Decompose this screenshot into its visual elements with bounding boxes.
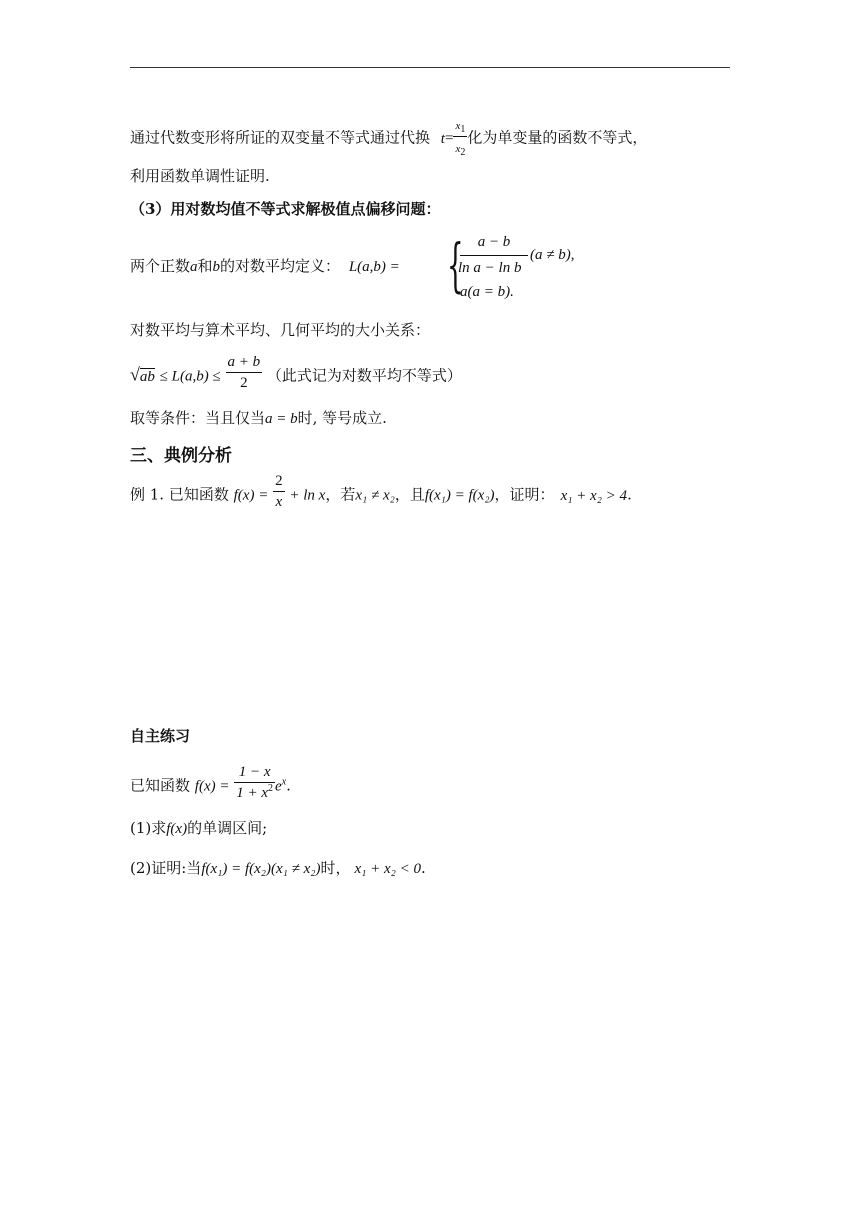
ex1-f: f(x) = — [233, 487, 269, 504]
inequality-note: （此式记为对数平均不等式） — [266, 366, 462, 385]
t-variable: t — [440, 130, 445, 147]
ex1-fraction — [273, 471, 285, 512]
ex1-if: ，若 — [325, 485, 356, 504]
q1-text-a: (1)求 — [130, 819, 167, 837]
def-text-a: 两个正数 — [130, 257, 191, 275]
t-denominator: x — [455, 143, 461, 155]
header-rule — [130, 67, 730, 68]
arith-mean-numerator: a + b — [226, 352, 263, 373]
q2-end: . — [420, 859, 426, 877]
cond-text-a: 取等条件：当且仅当 — [130, 409, 266, 427]
sqrt-symbol: √ — [130, 364, 140, 385]
q1-text-b: 的单调区间; — [187, 819, 268, 837]
def-text-b: 的对数平均定义： — [220, 257, 341, 275]
ex1-prove: ，证明： — [494, 485, 555, 504]
given-f: f(x) = — [194, 778, 230, 795]
cond-text-b: 时, 等号成立. — [297, 409, 387, 427]
cond-math: a = b — [265, 411, 298, 427]
ex1-end: . — [627, 485, 632, 504]
t-equals: = — [444, 130, 454, 147]
arith-mean-denominator: 2 — [240, 375, 248, 391]
t-fraction — [453, 116, 467, 159]
sqrt-radicand: ab — [139, 368, 155, 385]
t-numerator: x — [455, 120, 461, 132]
ex1-label: 例 1. 已知函数 — [130, 485, 229, 504]
def-and: 和 — [197, 257, 213, 275]
t-num-sub: 1 — [460, 124, 466, 135]
ex1-rest: + ln x — [289, 487, 326, 504]
q2-text-a: (2)证明:当 — [130, 859, 202, 877]
ex1-and: ，且 — [394, 485, 425, 504]
ex1-cond2: f(x₁) = f(x₂) — [424, 487, 495, 504]
equality-condition — [130, 408, 387, 429]
examples-heading: 三、典例分析 — [130, 446, 232, 466]
given-e-exp: x — [281, 776, 287, 788]
case-1-fraction-bar — [460, 255, 528, 256]
def-lhs: L(a,b) = — [348, 259, 400, 275]
relation-text: 对数平均与算术平均、几何平均的大小关系： — [130, 321, 431, 339]
given-text: 已知函数 — [130, 776, 191, 795]
case-1-denominator: ln a − ln b — [458, 260, 522, 276]
arith-mean-fraction — [226, 352, 263, 393]
given-fraction — [234, 762, 275, 803]
q2-goal: x₁ + x₂ < 0 — [354, 861, 421, 877]
given-end: . — [286, 776, 291, 795]
case-2: a(a = b). — [460, 284, 514, 300]
practice-q2 — [130, 858, 426, 879]
example-1 — [130, 473, 632, 512]
practice-heading: 自主练习 — [130, 727, 191, 745]
given-denominator: 1 + x — [236, 785, 269, 801]
q1-f: f(x) — [166, 821, 188, 837]
intro-text-a: 通过代数变形将所证的双变量不等式通过代换 — [130, 128, 431, 147]
t-den-sub: 2 — [460, 147, 466, 158]
intro-line-2: 利用函数单调性证明. — [130, 167, 270, 185]
intro-line-1 — [130, 118, 647, 159]
cases-brace: { — [447, 231, 464, 299]
practice-given — [130, 764, 291, 803]
section-3-heading: （3）用对数均值不等式求解极值点偏移问题： — [130, 200, 441, 218]
def-var-b: b — [212, 259, 221, 275]
given-numerator: 1 − x — [234, 762, 275, 783]
log-mean-inequality — [130, 354, 462, 393]
q2-equation: f(x₁) = f(x₂)(x₁ ≠ x₂) — [201, 861, 321, 877]
given-den-exp: 2 — [268, 783, 274, 794]
intro-text-b: 化为单变量的函数不等式， — [467, 128, 648, 147]
inequality-middle: ≤ L(a,b) ≤ — [159, 368, 221, 385]
ex1-goal: x₁ + x₂ > 4 — [560, 487, 628, 504]
case-1-numerator: a − b — [477, 234, 511, 250]
given-e: e — [275, 778, 282, 795]
ex1-denominator: x — [275, 494, 283, 510]
definition-line — [130, 256, 400, 277]
ex1-cond1: x₁ ≠ x₂ — [355, 487, 395, 504]
ex1-numerator: 2 — [273, 471, 285, 492]
q2-text-b: 时， — [320, 859, 351, 877]
case-1-condition: (a ≠ b), — [530, 247, 575, 263]
def-var-a: a — [190, 259, 198, 275]
practice-q1 — [130, 818, 267, 839]
